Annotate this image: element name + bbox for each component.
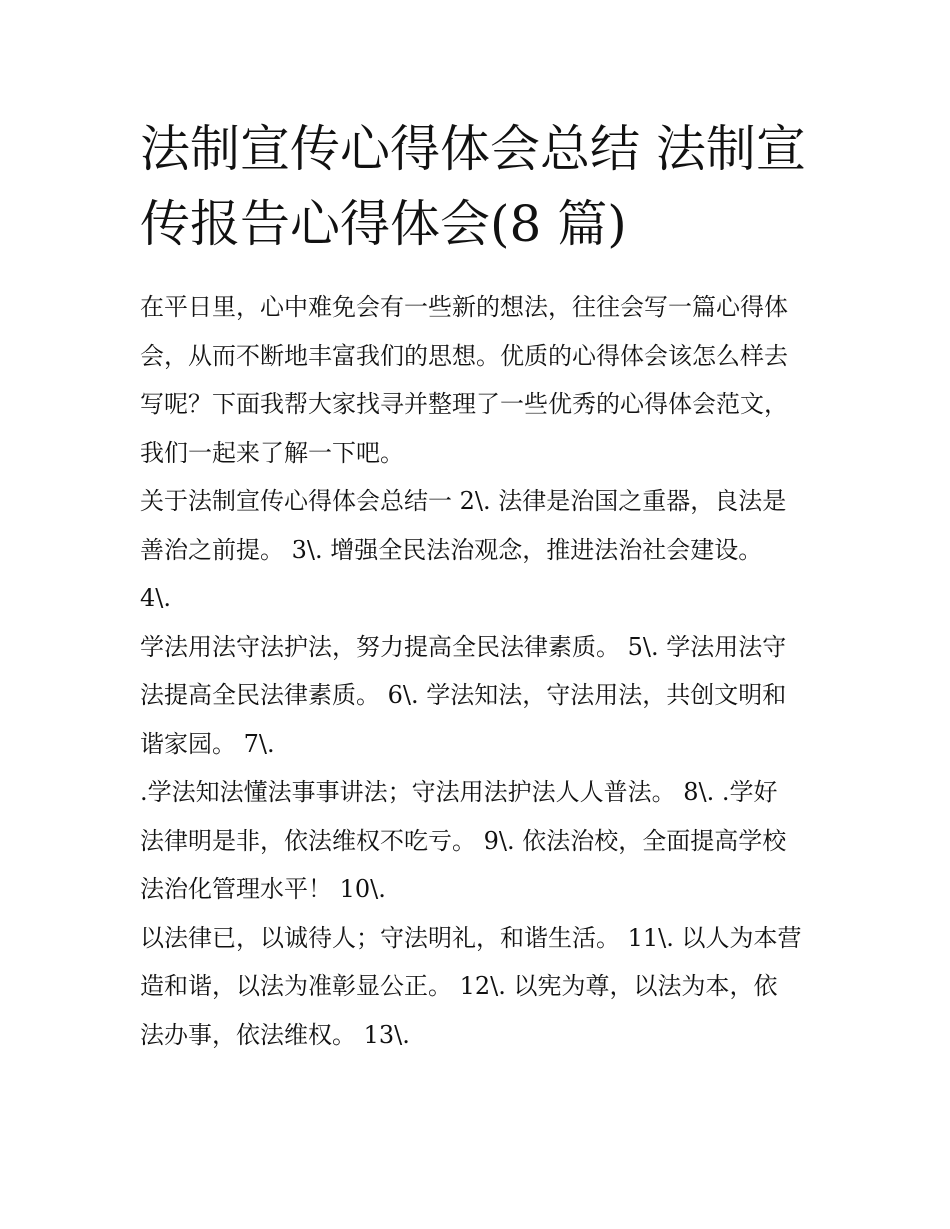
- text-line: 法律明是非，依法维权不吃亏。 9\. 依法治校，全面提高学校: [140, 826, 787, 855]
- text-line: .学法知法懂法事事讲法；守法用法护法人人普法。 8\. .学好: [140, 778, 778, 806]
- body-paragraph: [140, 914, 812, 1060]
- intro-paragraph: [140, 283, 812, 477]
- text-line: 以法律已，以诚待人；守法明礼，和谐生活。 11\. 以人为本营: [140, 923, 802, 952]
- body-paragraph: [140, 477, 812, 623]
- text-line: 谐家园。 7\.: [140, 729, 275, 758]
- text-line: 法提高全民法律素质。 6\. 学法知法，守法用法，共创文明和: [140, 681, 787, 709]
- text-line: 关于法制宣传心得体会总结一 2\. 法律是治国之重器，良法是: [140, 487, 787, 515]
- text-line: 会，从而不断地丰富我们的思想。优质的心得体会该怎么样去: [140, 341, 788, 370]
- text-line: 善治之前提。 3\. 增强全民法治观念，推进法治社会建设。: [140, 535, 763, 564]
- title-line: 法制宣传心得体会总结 法制宣: [140, 120, 806, 178]
- text-line: 学法用法守法护法，努力提高全民法律素质。 5\. 学法用法守: [140, 632, 787, 661]
- body-paragraph: [140, 768, 812, 914]
- title-line: 传报告心得体会(8 篇): [140, 195, 627, 253]
- text-line: 在平日里，心中难免会有一些新的想法，往往会写一篇心得体: [140, 293, 788, 321]
- text-line: 法办事，依法维权。 13\.: [140, 1020, 410, 1049]
- body-paragraph: [140, 623, 812, 769]
- text-line: 法治化管理水平！ 10\.: [140, 875, 386, 903]
- text-line: 我们一起来了解一下吧。: [140, 438, 404, 467]
- text-line: 造和谐，以法为准彰显公正。 12\. 以宪为尊，以法为本，依: [140, 972, 778, 1000]
- text-line: 4\.: [140, 584, 171, 612]
- text-line: 写呢？下面我帮大家找寻并整理了一些优秀的心得体会范文，: [140, 390, 788, 418]
- document-title: [140, 112, 830, 262]
- document-body: [140, 283, 812, 1059]
